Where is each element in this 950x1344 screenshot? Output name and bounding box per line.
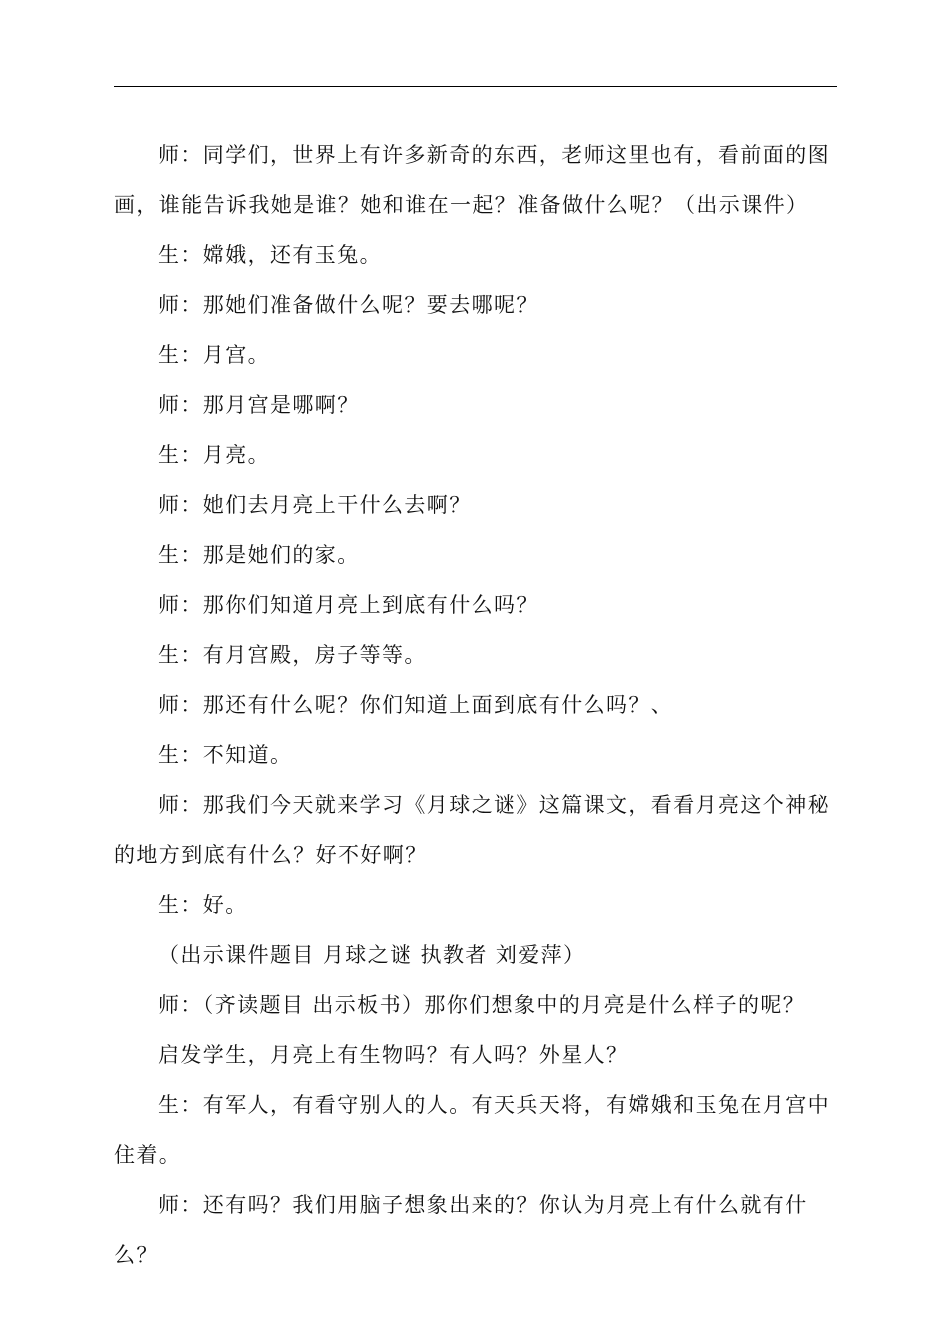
paragraph: 师：那还有什么呢？你们知道上面到底有什么吗？、 bbox=[158, 693, 674, 717]
document-body bbox=[114, 130, 844, 1280]
paragraph: 生：嫦娥，还有玉兔。 bbox=[158, 243, 382, 267]
paragraph: 生：有军人，有看守别人的人。有天兵天将，有嫦娥和玉兔在月宫中住着。 bbox=[114, 1093, 830, 1167]
paragraph: 生：月宫。 bbox=[158, 343, 270, 367]
paragraph: 师：那月宫是哪啊？ bbox=[158, 393, 360, 417]
paragraph: 师：那你们知道月亮上到底有什么吗？ bbox=[158, 593, 539, 617]
paragraph: （出示课件题目 月球之谜 执教者 刘爱萍） bbox=[158, 943, 586, 967]
paragraph: 生：月亮。 bbox=[158, 443, 270, 467]
paragraph: 生：有月宫殿，房子等等。 bbox=[158, 643, 427, 667]
paragraph: 生：好。 bbox=[158, 893, 248, 917]
header-rule bbox=[114, 86, 837, 87]
paragraph: 师：还有吗？我们用脑子想象出来的？你认为月亮上有什么就有什么？ bbox=[114, 1193, 808, 1267]
paragraph: 师：她们去月亮上干什么去啊？ bbox=[158, 493, 472, 517]
paragraph: 生：那是她们的家。 bbox=[158, 543, 360, 567]
paragraph: 师：那她们准备做什么呢？要去哪呢？ bbox=[158, 293, 539, 317]
paragraph: 生：不知道。 bbox=[158, 743, 293, 767]
paragraph: 师：那我们今天就来学习《月球之谜》这篇课文，看看月亮这个神秘的地方到底有什么？好不好啊？ bbox=[114, 793, 830, 867]
paragraph: 师：同学们，世界上有许多新奇的东西，老师这里也有，看前面的图画，谁能告诉我她是谁？她和谁在一起？准备做什么呢？（出示课件） bbox=[114, 143, 830, 217]
paragraph: 启发学生，月亮上有生物吗？有人吗？外星人？ bbox=[158, 1043, 629, 1067]
paragraph: 师：（齐读题目 出示板书）那你们想象中的月亮是什么样子的呢？ bbox=[158, 993, 806, 1017]
